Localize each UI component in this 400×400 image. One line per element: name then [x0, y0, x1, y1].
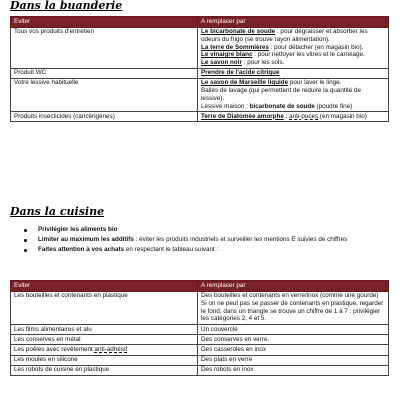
table-row — [11, 325, 389, 335]
replacement-item — [201, 69, 385, 77]
table-row — [11, 355, 389, 365]
replacement-item — [201, 28, 385, 43]
replacement-item — [201, 44, 385, 52]
avoid-cell: Tous vos produits d'entretien — [11, 27, 198, 68]
tip-heading: Privilégier les aliments bio — [38, 226, 118, 233]
header-eviter: Eviter — [11, 17, 198, 28]
replace-cell: Des robots en inox — [198, 365, 389, 375]
table-row — [11, 335, 389, 345]
product-name: Le bicarbonate de soude — [201, 28, 276, 36]
product-description: (poudre fine) — [314, 102, 353, 110]
replace-cell — [198, 27, 389, 68]
cuisine-table — [10, 280, 389, 376]
avoid-cell: Les conserves en métal — [11, 335, 198, 345]
replacement-item-text: Balles de lavage (qui permettent de réduire la quantité de lessive). — [201, 87, 361, 102]
replace-cell — [198, 78, 389, 111]
product-description: Lessive maison : — [201, 102, 250, 110]
product-description: : pour détacher (en magasin bio). — [268, 43, 364, 51]
tip-heading: Limiter au maximum les additifs — [38, 236, 134, 244]
replace-cell: Des conserves en verre. — [198, 335, 389, 345]
tip-text: : éviter les produits industriels et surveiller les mentions E suivies de chiffres — [133, 236, 348, 244]
table-row — [11, 78, 389, 111]
list-item — [20, 246, 380, 255]
avoid-cell: Votre lessive habituelle — [11, 78, 198, 111]
replace-cell — [198, 291, 389, 324]
list-item — [20, 236, 380, 245]
product-name: La terre de Sommières — [201, 43, 269, 51]
product-name: Terre de Diatomée amorphe — [201, 112, 284, 120]
product-description: : pour les sols. — [241, 59, 285, 67]
table-row — [11, 112, 389, 122]
list-item — [20, 226, 380, 235]
table-row — [11, 365, 389, 375]
header-remplacer: A remplacer par — [198, 281, 389, 292]
header-remplacer: A remplacer par — [198, 17, 389, 28]
avoid-text: Les poêles avec revêtement — [14, 345, 95, 353]
avoid-cell: Produits insecticides (cancérigènes) — [11, 112, 198, 122]
section-title-cuisine: Dans la cuisine — [10, 205, 105, 218]
avoid-cell: Les bouteilles et contenants en plastique — [11, 291, 198, 324]
table-header-row — [11, 17, 389, 28]
replace-cell: Un couvercle — [198, 325, 389, 335]
product-description: (en magasin bio) — [318, 112, 367, 120]
avoid-text: anti-adhésif — [94, 345, 128, 353]
table-row — [11, 68, 389, 78]
table-row — [11, 27, 389, 68]
buanderie-table — [10, 16, 389, 122]
product-description: : — [283, 112, 290, 120]
avoid-cell: Les robots de cuisine en plastique — [11, 365, 198, 375]
table-header-row — [11, 281, 389, 292]
avoid-cell: Les films alimentaires et alu — [11, 325, 198, 335]
avoid-cell: Les moules en silicone — [11, 355, 198, 365]
header-eviter: Eviter — [11, 281, 198, 292]
replace-cell: Des casseroles en inox — [198, 345, 389, 355]
replacement-item — [201, 113, 385, 121]
replace-cell — [198, 68, 389, 78]
tip-text: en respectant le tableau suivant : — [124, 246, 219, 254]
table-row — [11, 291, 389, 324]
product-name: Le savon noir — [201, 59, 242, 67]
replacement-item — [201, 59, 385, 67]
product-description: pour laver le linge. — [288, 79, 342, 87]
avoid-cell — [11, 345, 198, 355]
replace-cell: Des plats en verre — [198, 355, 389, 365]
table-row — [11, 345, 389, 355]
replacement-item — [201, 79, 385, 87]
product-description: : pour dégraisser et absorber les odeurs du frigo (se trouve rayon alimentation). — [201, 28, 368, 43]
product-name: bicarbonate de soude — [249, 102, 315, 110]
product-name: Prendre de l'acide citrique — [201, 69, 280, 77]
product-description: : pour nettoyer les vitres et le carrelage. — [252, 51, 365, 59]
replacement-item — [201, 103, 385, 111]
replace-cell — [198, 112, 389, 122]
replacement-text: Si on ne peut pas se passer de contenants en plastique, regarder le fond, dans un triangle se trouve un chiffre de 1 à 7 : privilégier les catégories 2, 4 et 5. — [201, 299, 384, 323]
tips-list — [20, 226, 380, 256]
section-title-buanderie: Dans la buanderie — [10, 0, 123, 12]
product-name: Le savon de Marseille liquide — [201, 79, 289, 87]
product-name: Le vinaigre blanc — [201, 51, 253, 59]
replacement-text: Des bouteilles et contenants en verre/inox (comme une gourde) — [201, 292, 379, 300]
replacement-item — [201, 51, 385, 59]
avoid-cell: Produit WC — [11, 68, 198, 78]
product-description: anti-puces — [289, 112, 319, 120]
tip-heading: Faites attention à vos achats — [38, 246, 125, 254]
